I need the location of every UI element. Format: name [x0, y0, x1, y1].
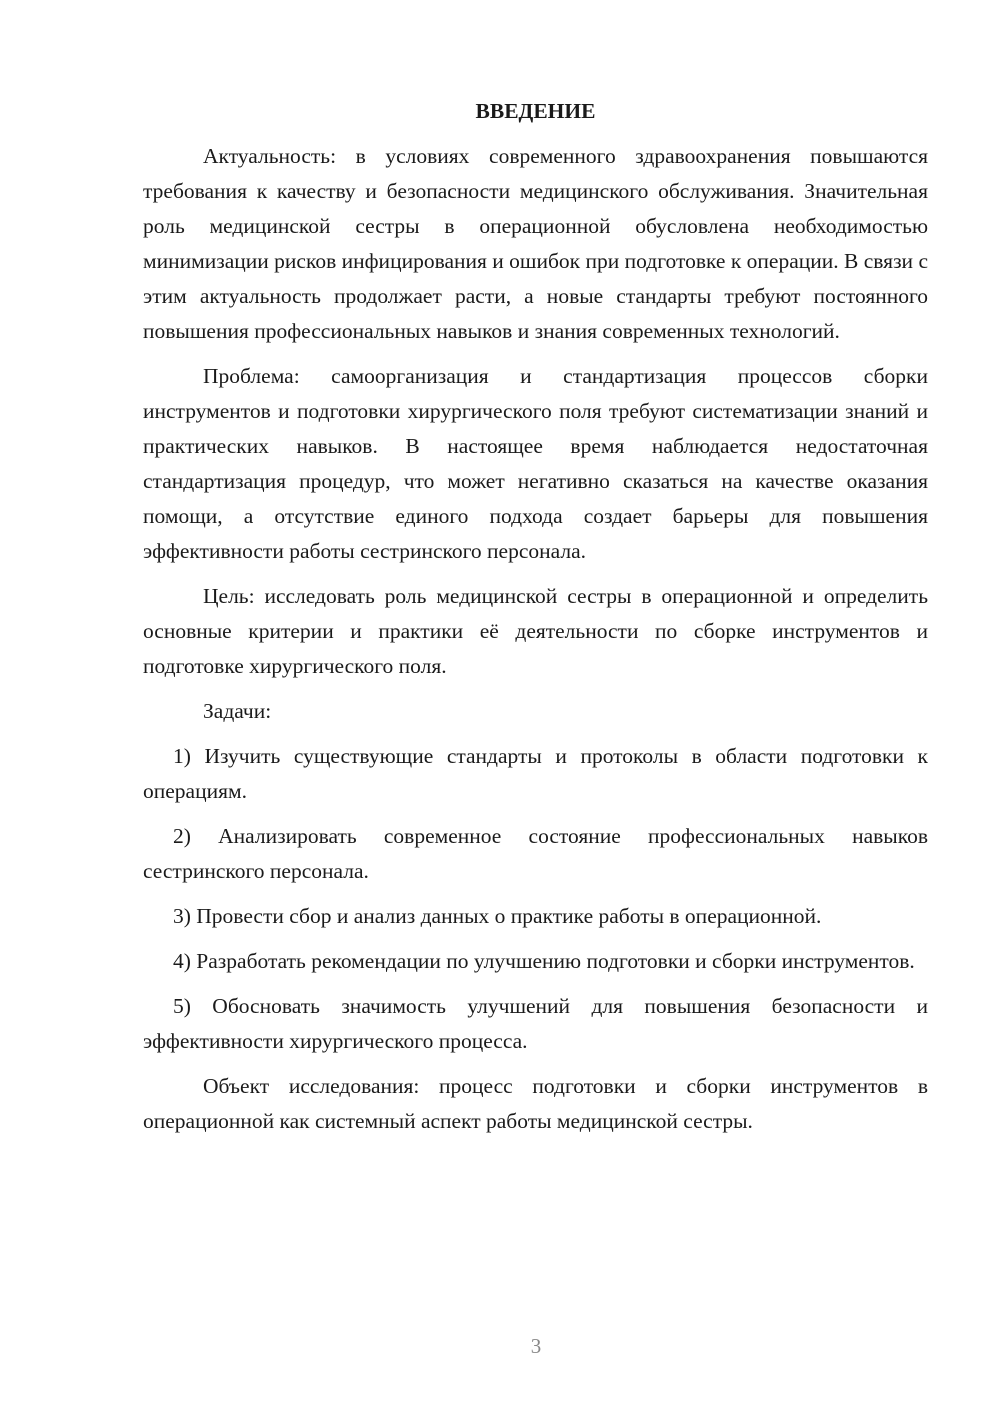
task-item-5: 5) Обосновать значимость улучшений для повышения безопасности и эффективности хирургического процесса. [143, 994, 928, 1053]
task-item-2: 2) Анализировать современное состояние профессиональных навыков сестринского персонала. [143, 824, 928, 883]
task-item-3: 3) Провести сбор и анализ данных о практике работы в операционной. [173, 904, 822, 928]
relevance-paragraph: Актуальность: в условиях современного здравоохранения повышаются требования к качеству и безопасности медицинского обслуживания. Значительная роль медицинской сестры в операционной обусловлена необходимостью минимизации рисков инфицирования и ошибок при подготовке к операции. В связи с этим актуальность продолжает расти, а новые стандарты требуют постоянного повышения профессиональных навыков и знания современных технологий. [143, 144, 928, 343]
object-paragraph: Объект исследования: процесс подготовки и сборки инструментов в операционной как системный аспект работы медицинской сестры. [143, 1074, 928, 1133]
page-number: 3 [530, 1334, 542, 1358]
task-item-1: 1) Изучить существующие стандарты и протоколы в области подготовки к операциям. [143, 744, 928, 803]
task-item-4: 4) Разработать рекомендации по улучшению подготовки и сборки инструментов. [173, 949, 915, 973]
tasks-heading: Задачи: [203, 699, 272, 723]
document-page [143, 96, 928, 1149]
goal-paragraph: Цель: исследовать роль медицинской сестры в операционной и определить основные критерии и практики её деятельности по сборке инструментов и подготовке хирургического поля. [143, 584, 928, 678]
section-title: ВВЕДЕНИЕ [475, 99, 596, 123]
problem-paragraph: Проблема: самоорганизация и стандартизация процессов сборки инструментов и подготовки хирургического поля требуют систематизации знаний и практических навыков. В настоящее время наблюдается недостаточная стандартизация процедур, что может негативно сказаться на качестве оказания помощи, а отсутствие единого подхода создает барьеры для повышения эффективности работы сестринского персонала. [143, 364, 928, 563]
